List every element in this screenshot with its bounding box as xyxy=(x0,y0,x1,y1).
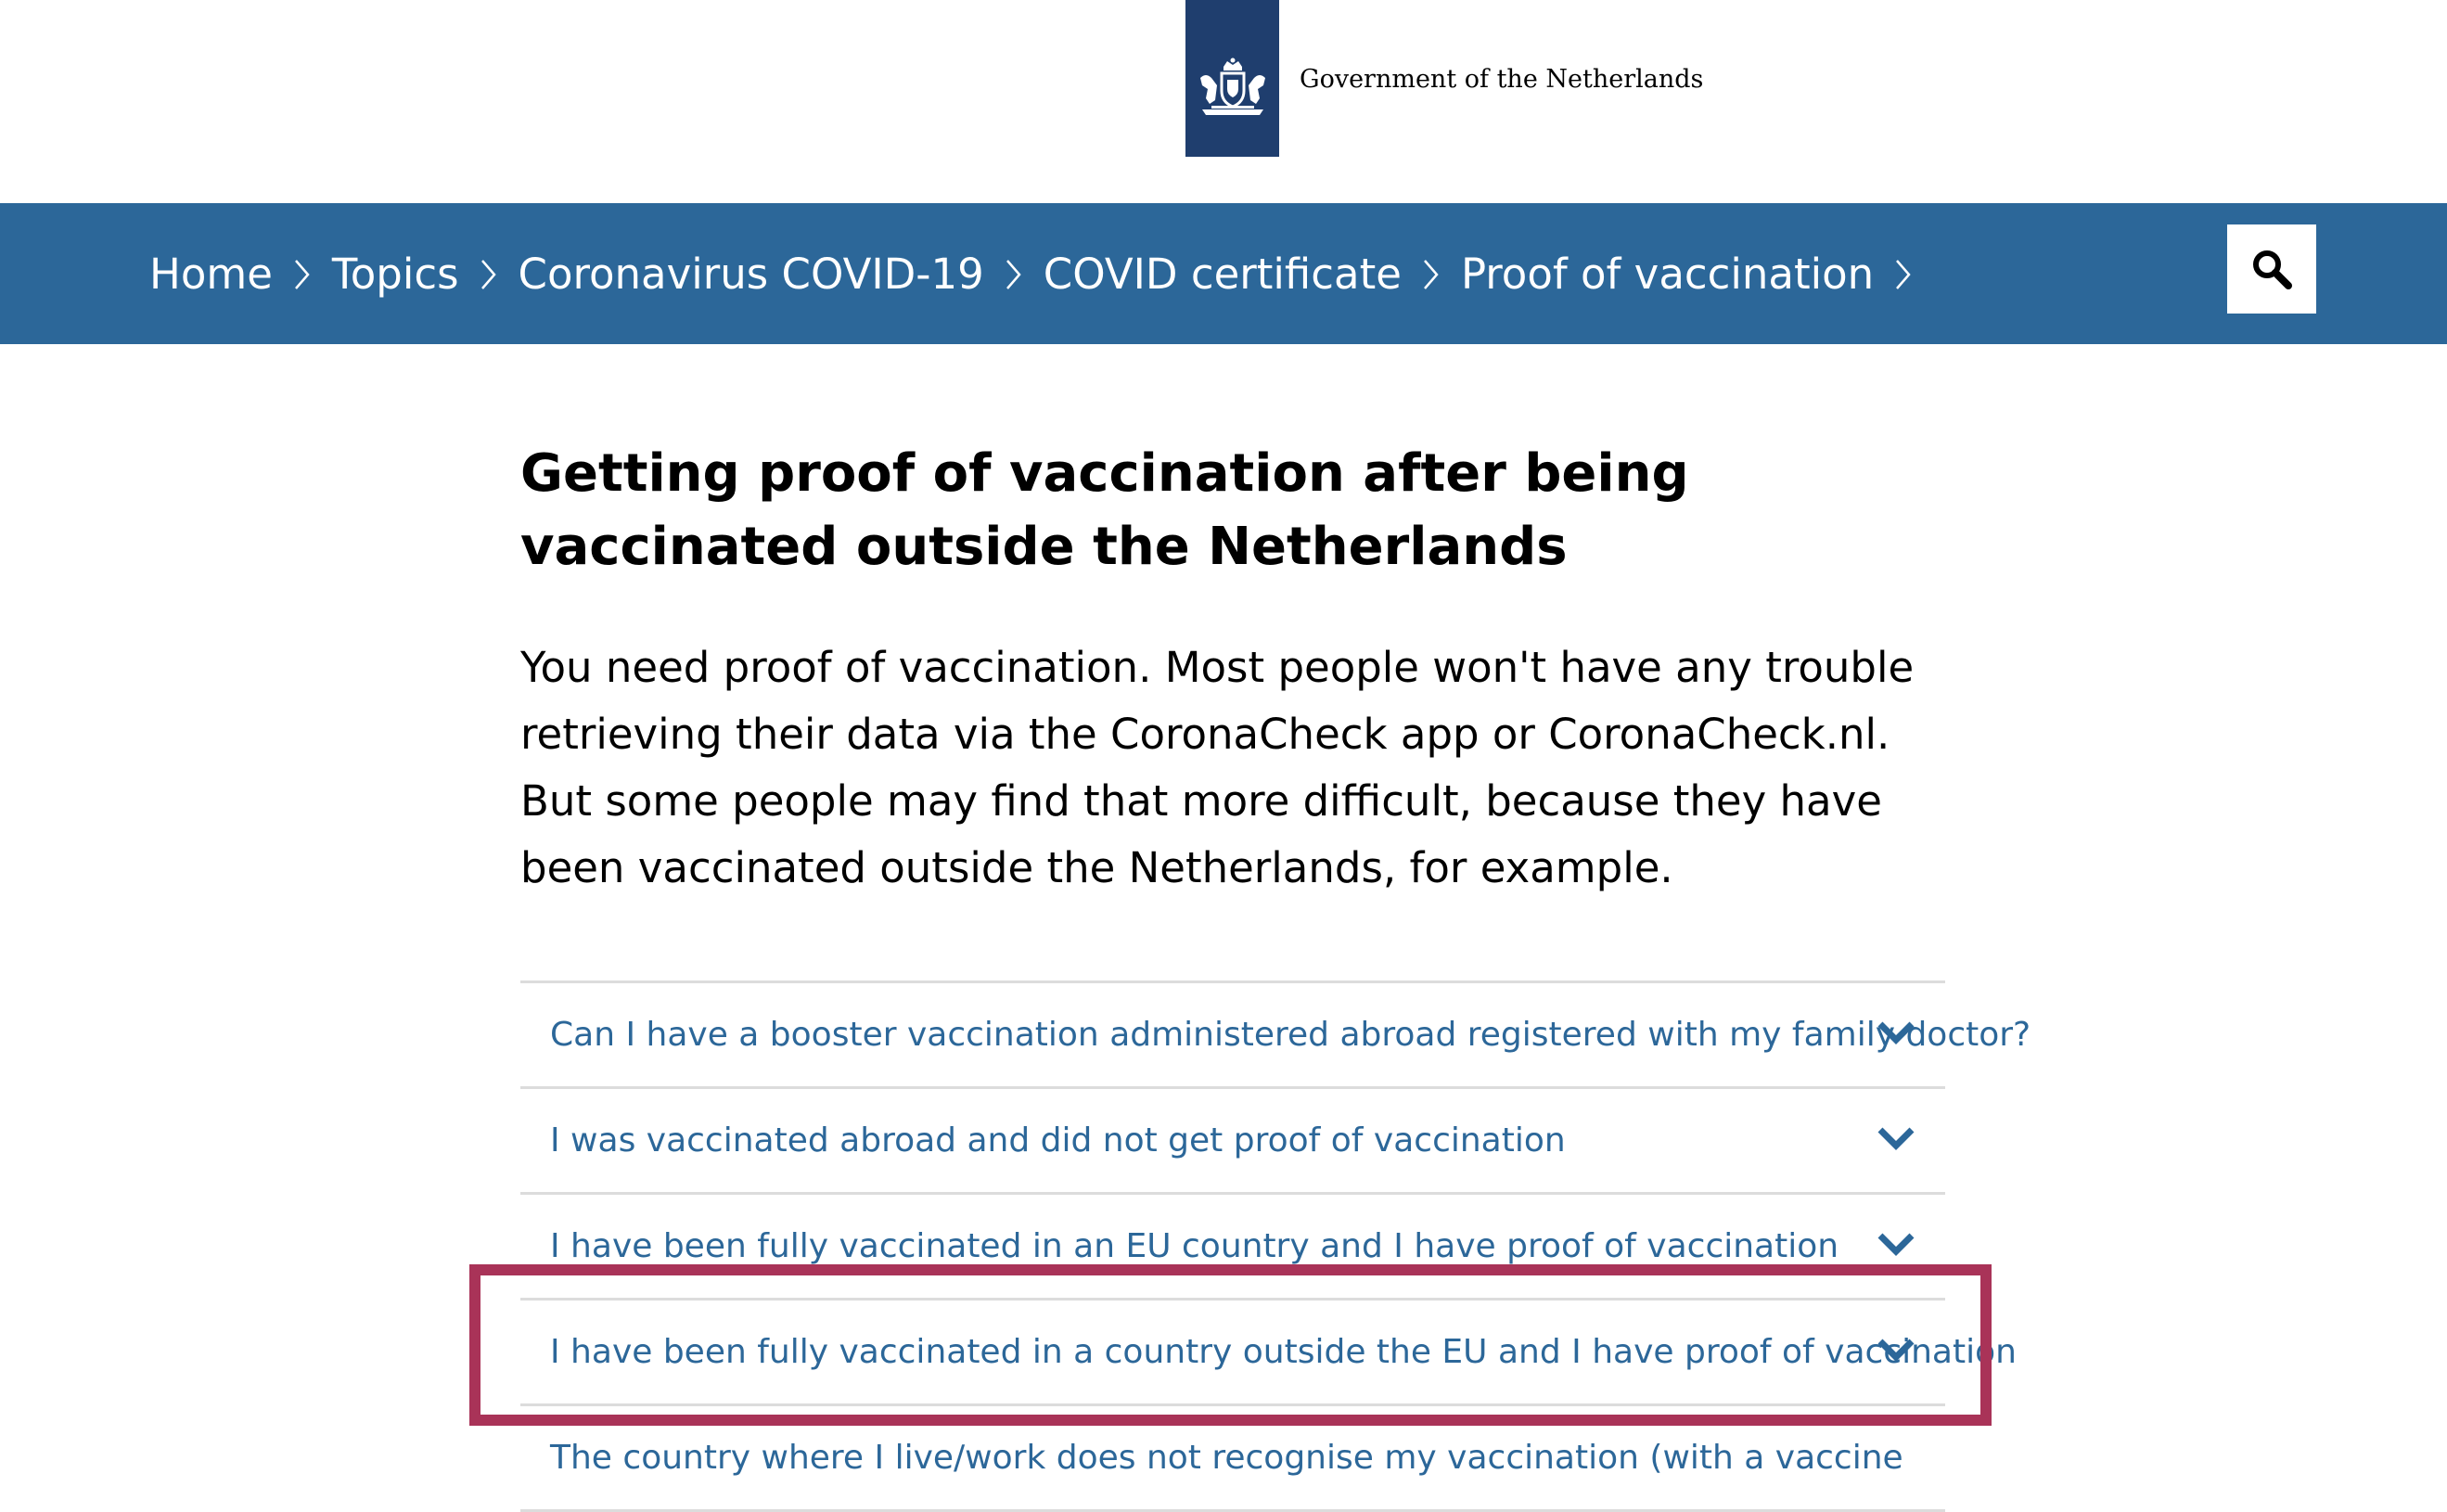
chevron-down-icon[interactable] xyxy=(1877,1020,1915,1046)
accordion-item-label[interactable]: Can I have a booster vaccination administered abroad registered with my family doctor? xyxy=(550,1016,2031,1054)
breadcrumb-topics[interactable]: Topics xyxy=(331,249,459,299)
accordion-item-no-proof[interactable] xyxy=(520,1089,1945,1195)
accordion-item-outside-eu[interactable] xyxy=(520,1301,2017,1406)
accordion-item-booster-registration[interactable] xyxy=(520,983,2031,1089)
breadcrumb-home[interactable]: Home xyxy=(149,249,273,299)
chevron-right-icon xyxy=(1402,255,1461,292)
accordion-item-label[interactable]: The country where I live/work does not recognise my vaccination (with a vaccine xyxy=(550,1439,1903,1477)
chevron-right-icon xyxy=(273,255,332,292)
accordion-item-not-recognised[interactable] xyxy=(520,1406,1945,1512)
chevron-right-icon xyxy=(459,255,519,292)
government-logo[interactable] xyxy=(1185,0,1279,157)
search-icon xyxy=(2251,249,2292,289)
accordion-item-label[interactable]: I have been fully vaccinated in an EU country and I have proof of vaccination xyxy=(550,1227,1839,1265)
breadcrumb-coronavirus[interactable]: Coronavirus COVID-19 xyxy=(518,249,984,299)
page-title: Getting proof of vaccination after being vaccinated outside the Netherlands xyxy=(520,443,1689,577)
chevron-down-icon[interactable] xyxy=(1877,1338,1915,1364)
chevron-down-icon[interactable] xyxy=(1877,1232,1915,1258)
chevron-right-icon xyxy=(984,255,1044,292)
netherlands-coat-of-arms-icon xyxy=(1193,58,1273,122)
breadcrumb-bar xyxy=(0,203,2447,344)
chevron-right-icon xyxy=(1874,255,1933,292)
government-name: Government of the Netherlands xyxy=(1300,65,1704,94)
intro-paragraph: You need proof of vaccination. Most people won't have any trouble retrieving their data via the CoronaCheck app or CoronaCheck.nl. But some people may find that more difficult, because they have been vaccinated outside the Netherlands, for example. xyxy=(520,643,1915,892)
faq-accordion xyxy=(520,980,2031,1512)
breadcrumb-covid-certificate[interactable]: COVID certificate xyxy=(1043,249,1402,299)
chevron-down-icon[interactable] xyxy=(1877,1126,1915,1152)
accordion-item-label[interactable]: I have been fully vaccinated in a country outside the EU and I have proof of vaccination xyxy=(550,1333,2017,1371)
site-header xyxy=(0,0,2447,203)
breadcrumb xyxy=(149,203,1933,344)
accordion-item-eu-country[interactable] xyxy=(520,1195,1945,1301)
breadcrumb-proof-of-vaccination[interactable]: Proof of vaccination xyxy=(1460,249,1875,299)
accordion-item-label[interactable]: I was vaccinated abroad and did not get proof of vaccination xyxy=(550,1121,1566,1160)
search-button[interactable] xyxy=(2227,224,2316,314)
